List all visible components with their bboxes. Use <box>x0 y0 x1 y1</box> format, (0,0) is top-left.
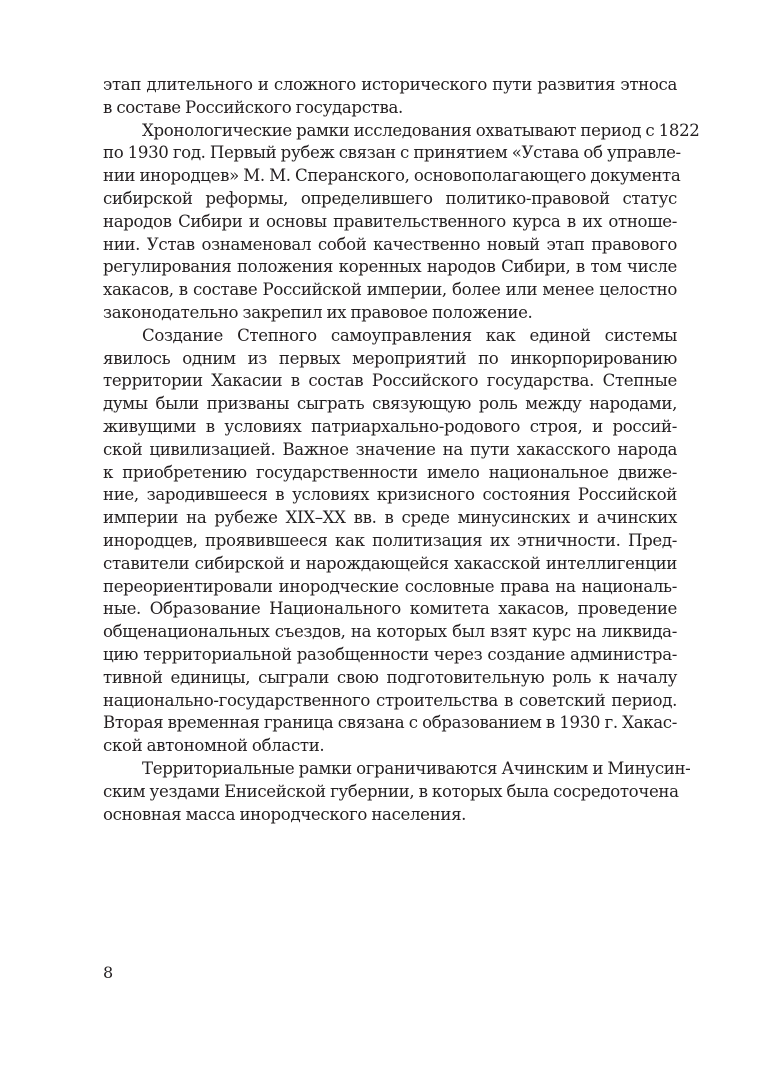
paragraph-continuation <box>103 74 677 120</box>
text-line: территории Хакасии в состав Российского государства. Степные <box>103 371 677 391</box>
text-line: тивной единицы, сыграли свою подготовительную роль к началу <box>103 667 677 687</box>
text-line: инородцев, проявившееся как политизация их этничности. Пред- <box>103 530 677 550</box>
text-line: Создание Степного самоуправления как единой системы <box>142 325 677 345</box>
text-line: общенациональных съездов, на которых был взят курс на ликвида- <box>103 622 677 642</box>
text-line: империи на рубеже XIX–XX вв. в среде минусинских и ачинских <box>103 508 677 528</box>
text-line: явилось одним из первых мероприятий по инкорпорированию <box>103 348 677 368</box>
text-line: этап длительного и сложного исторического пути развития этноса <box>103 75 677 94</box>
page-body <box>103 74 700 826</box>
page-number: 8 <box>103 963 114 982</box>
text-line: по 1930 год. Первый рубеж связан с принятием «Устава об управле- <box>103 143 681 163</box>
text-line: Территориальные рамки ограничиваются Ачинским и Минусин- <box>142 758 691 778</box>
text-line: сибирской реформы, определившего политико-правовой статус <box>103 188 677 208</box>
text-line: ской цивилизацией. Важное значение на пути хакасского народа <box>103 439 677 459</box>
text-line: Вторая временная граница связана с образованием в 1930 г. Хакас- <box>103 713 677 733</box>
text-line: хакасов, в составе Российской империи, более или менее целостно <box>103 280 677 300</box>
paragraph-steppe-self-government <box>103 325 677 758</box>
text-line: законодательно закрепил их правовое положение. <box>103 302 533 322</box>
text-line: ние, зародившееся в условиях кризисного состояния Российской <box>103 485 677 505</box>
text-line: ные. Образование Национального комитета хакасов, проведение <box>103 599 677 619</box>
paragraph-territorial-scope <box>103 758 691 826</box>
text-line: национально-государственного строительства в советский период. <box>103 690 677 710</box>
text-line: народов Сибири и основы правительственного курса в их отноше- <box>103 211 677 231</box>
text-line: ской автономной области. <box>103 736 325 756</box>
text-line: цию территориальной разобщенности через создание администра- <box>103 644 677 664</box>
text-line: Хронологические рамки исследования охватывают период с 1822 <box>142 120 700 140</box>
text-line: нии инородцев» М. М. Сперанского, основополагающего документа <box>103 166 681 186</box>
text-line: основная масса инородческого населения. <box>103 804 467 824</box>
text-line: ским уездами Енисейской губернии, в которых была сосредоточена <box>103 781 679 801</box>
text-line: к приобретению государственности имело национальное движе- <box>103 462 677 482</box>
text-line: регулирования положения коренных народов Сибири, в том числе <box>103 257 677 277</box>
paragraph-chronology <box>103 120 700 325</box>
text-line: нии. Устав ознаменовал собой качественно новый этап правового <box>103 234 677 254</box>
text-line: живущими в условиях патриархально-родового строя, и россий- <box>103 416 677 436</box>
text-line: думы были призваны сыграть связующую роль между народами, <box>103 394 677 414</box>
text-line: ставители сибирской и нарождающейся хакасской интеллигенции <box>103 553 677 573</box>
text-line: переориентировали инородческие сословные права на националь- <box>103 576 677 596</box>
text-line: в составе Российского государства. <box>103 97 403 117</box>
